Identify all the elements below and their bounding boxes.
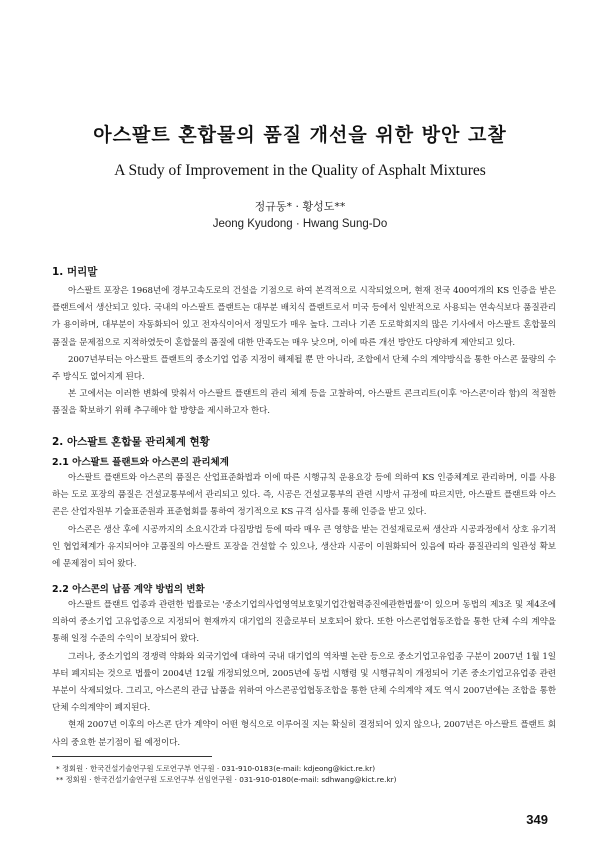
subsection-2-2 [52, 581, 556, 752]
section-heading: 1. 머리말 [52, 266, 98, 278]
paragraph: 그러나, 중소기업의 경쟁력 약화와 외국기업에 대하여 국내 대기업의 역차별 논란 등으로 중소기업고유업종 구분이 2007년 1월 1일부터 폐지되는 것으로 법률이 2004년 12월 개정되었으며, 2005년에 동법 시행령 및 시행규칙이 개정되어 기존 중소기업고유업종 관련 부분이 삭제되었다. 그리고, 아스콘의 관급 납품을 위하여 아스콘공업협동조합을 통한 단체 수의계약 제도 역시 2007년에는 조합을 통한 단체 수의계약이 폐지된다. [52, 651, 556, 714]
paragraph: 아스콘은 생산 후에 시공까지의 소요시간과 다짐방법 등에 따라 매우 큰 영향을 받는 건설재료로써 생산과 시공과정에서 상호 유기적인 협업체계가 유지되어야 고품질의 아스팔트 포장을 건설할 수 있으나, 생산과 시공이 이원화되어 있음에 따라 품질관리의 일관성 확보에 문제점이 되어 왔다. [52, 524, 556, 570]
section-1 [52, 264, 556, 421]
footnote: ** 정회원 · 한국건설기술연구원 도로연구부 선임연구원 · 031-910-0180(e-mail: sdhwang@kict.re.kr) [56, 774, 397, 784]
authors-english: Jeong Kyudong · Hwang Sung-Do [212, 218, 388, 230]
section-2 [52, 434, 556, 573]
paragraph: 2007년부터는 아스팔트 플랜트의 중소기업 업종 지정이 해제될 뿐 만 아니라, 조합에서 단체 수의 계약방식을 통한 아스콘 물량의 수주 방식도 없어지게 된다. [52, 354, 556, 383]
title-korean: 아스팔트 혼합물의 품질 개선을 위한 방안 고찰 [93, 124, 507, 146]
footnote-rule [52, 756, 212, 757]
subsection-heading: 2.1 아스팔트 플랜트와 아스콘의 관리체계 [52, 457, 229, 468]
paragraph: 아스팔트 포장은 1968년에 경부고속도로의 건설을 기점으로 하여 본격적으로 시작되었으며, 현재 전국 400여개의 KS 인증을 받은 플랜트에서 생산되고 있다. 국내의 아스팔트 플랜트는 대부분 배치식 플랜트로서 미국 등에서 일반적으로 사용되는 연속식보다 품질관리가 용이하며, 대부분이 자동화되어 있고 전자식이어서 정밀도가 매우 높다. 그러나 기존 도로학회지의 많은 기사에서 아스팔트 혼합물의 품질을 문제점으로 지적하였듯이 혼합물의 품질에 대한 만족도는 매우 낮으며, 이에 따른 개선 방안도 다양하게 제안되고 있다. [52, 286, 556, 348]
section-heading: 2. 아스팔트 혼합물 관리체계 현황 [52, 436, 210, 448]
paragraph: 아스팔트 플랜트 업종과 관련한 법률로는 '중소기업의사업영역보호및기업간협력증진에관한법률'이 있으며 동법의 제3조 및 제4조에 의하여 중소기업 고유업종으로 지정되어 현재까지 대기업의 진출로부터 보호되어 왔다. 또한 아스콘업협동조합을 통한 단체 수의 계약을 통해 일정 수준의 수익이 보장되어 왔다. [52, 600, 556, 645]
footnote: * 정회원 · 한국건설기술연구원 도로연구부 연구원 · 031-910-0183(e-mail: kdjeong@kict.re.kr) [56, 764, 376, 773]
title-english: A Study of Improvement in the Quality of Asphalt Mixtures [114, 162, 486, 179]
page-number: 349 [526, 812, 548, 827]
authors-korean: 정규동* · 황성도** [254, 200, 346, 213]
paragraph: 아스팔트 플랜트와 아스콘의 품질은 산업표준화법과 이에 따른 시행규칙 운용요강 등에 의하여 KS 인증체계로 관리하며, 이를 사용하는 도로 포장의 품질은 건설교통부에서 관리되고 있다. 즉, 시공은 건설교통부의 관련 시방서 규정에 따르지만, 아스팔트 플랜트와 아스콘은 산업자원부 기술표준원과 표준협회를 통하여 정기적으로 KS 규격 심사를 통해 인증을 받고 있다. [52, 473, 556, 518]
paragraph: 현재 2007년 이후의 아스콘 단가 계약이 어떤 형식으로 이루어질 지는 확실히 결정되어 있지 않으나, 2007년은 아스팔트 플랜트 회사의 중요한 분기점이 될 예정이다. [52, 720, 556, 748]
footnotes [56, 764, 536, 785]
subsection-heading: 2.2 아스콘의 납품 계약 방법의 변화 [52, 584, 205, 595]
paragraph: 본 고에서는 이러한 변화에 맞춰서 아스팔트 플랜트의 관리 체계 등을 고찰하여, 아스팔트 콘크리트(이후 '아스콘'이라 함)의 적절한 품질을 확보하기 위해 추구해야 할 방향을 제시하고자 한다. [52, 389, 556, 417]
